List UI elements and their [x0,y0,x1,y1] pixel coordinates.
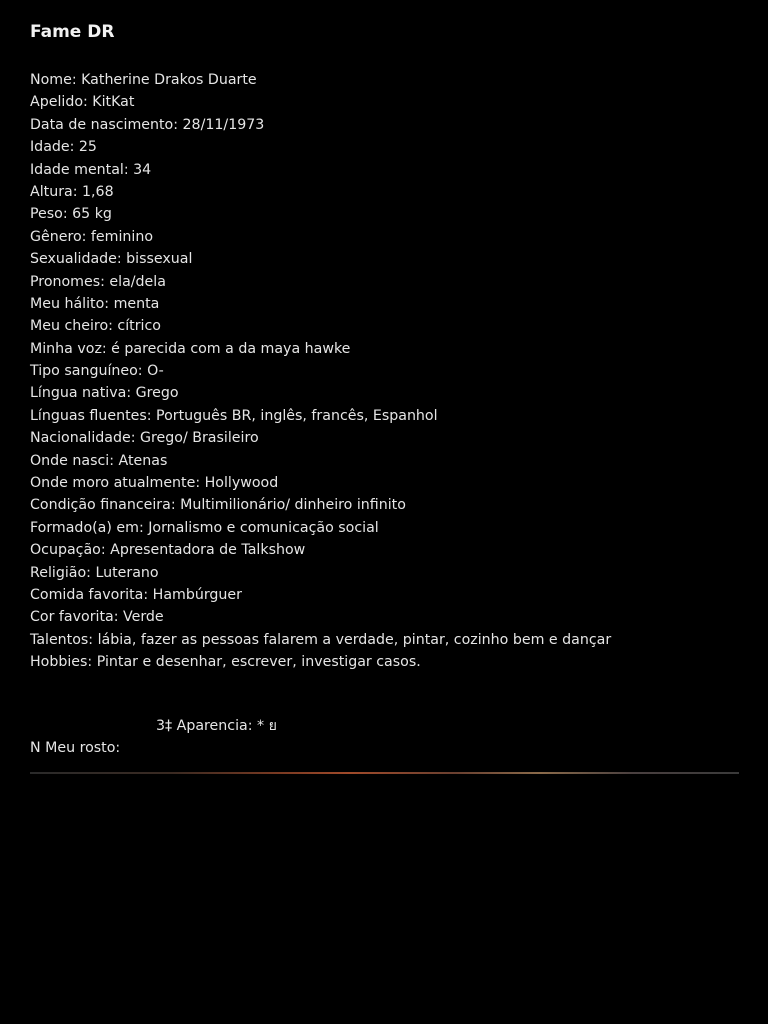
field-pronouns: Pronomes: ela/dela [30,273,166,290]
field-birthdate: Data de nascimento: 28/11/1973 [30,116,265,133]
field-financial-status: Condição financeira: Multimilionário/ dinheiro infinito [30,497,406,514]
page-title: Fame DR [30,22,115,42]
field-blood-type: Tipo sanguíneo: O- [30,363,164,380]
field-gender: Gênero: feminino [30,228,154,245]
field-native-language: Língua nativa: Grego [30,385,179,402]
field-breath: Meu hálito: menta [30,295,160,312]
profile-field-list [30,69,611,674]
field-nationality: Nacionalidade: Grego/ Brasileiro [30,430,259,447]
field-name: Nome: Katherine Drakos Duarte [30,72,257,88]
field-scent: Meu cheiro: cítrico [30,318,161,335]
field-talents: Talentos: lábia, fazer as pessoas falarem a verdade, pintar, cozinho bem e dançar [30,631,612,648]
section-divider [30,772,739,774]
field-residence: Onde moro atualmente: Hollywood [30,475,279,492]
field-nickname: Apelido: KitKat [30,94,135,111]
face-label: N Meu rosto: [30,740,121,756]
field-mental-age: Idade mental: 34 [30,161,152,178]
field-sexuality: Sexualidade: bissexual [30,251,193,268]
field-voice: Minha voz: é parecida com a da maya hawke [30,340,351,357]
appearance-heading: 3‡ Aparencia: * ย [156,718,277,734]
field-favorite-food: Comida favorita: Hambúrguer [30,586,242,603]
field-birthplace: Onde nasci: Atenas [30,452,168,469]
field-age: Idade: 25 [30,139,97,156]
field-occupation: Ocupação: Apresentadora de Talkshow [30,542,306,559]
field-religion: Religião: Luterano [30,564,159,581]
field-education: Formado(a) em: Jornalismo e comunicação social [30,519,379,536]
field-height: Altura: 1,68 [30,183,114,200]
field-hobbies: Hobbies: Pintar e desenhar, escrever, investigar casos. [30,654,421,671]
field-fluent-languages: Línguas fluentes: Português BR, inglês, francês, Espanhol [30,407,438,424]
field-favorite-color: Cor favorita: Verde [30,609,164,626]
field-weight: Peso: 65 kg [30,206,112,223]
